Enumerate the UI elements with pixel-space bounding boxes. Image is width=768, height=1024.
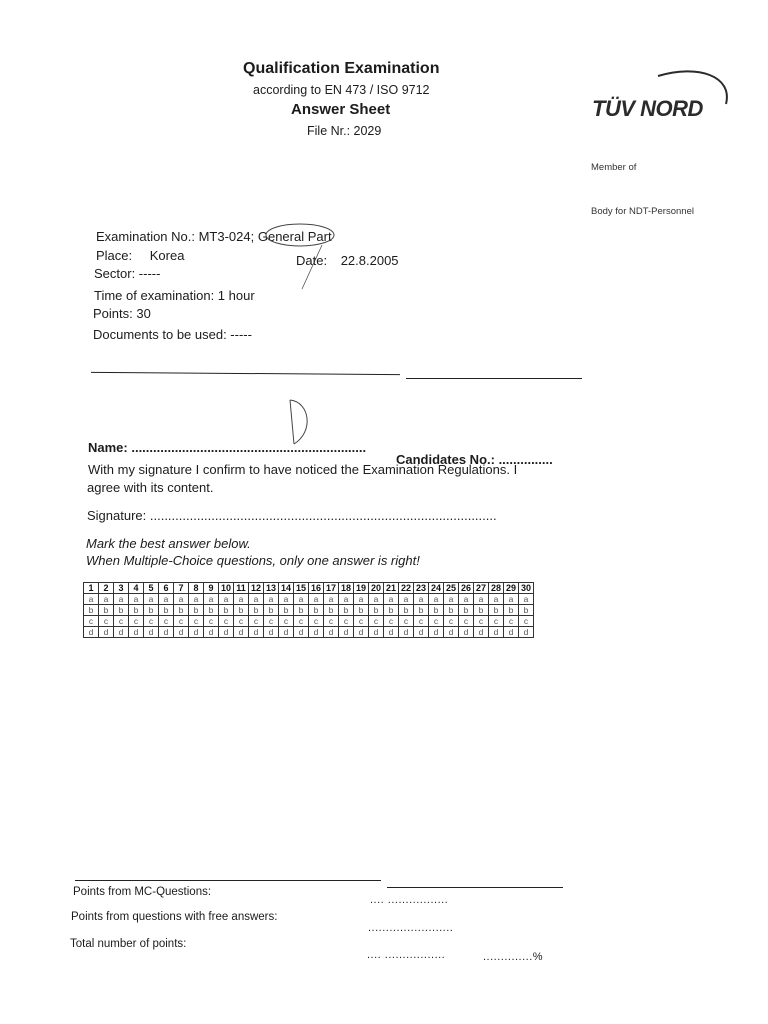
grid-header-row xyxy=(84,583,534,594)
answer-cell[interactable]: a xyxy=(444,594,459,605)
answer-cell[interactable]: a xyxy=(129,594,144,605)
instruction-line-2: When Multiple-Choice questions, only one answer is right! xyxy=(86,553,420,568)
answer-cell[interactable]: c xyxy=(339,616,354,627)
question-number: 20 xyxy=(369,583,384,594)
answer-cell[interactable]: d xyxy=(369,627,384,638)
answer-cell[interactable]: b xyxy=(219,605,234,616)
option-row-c xyxy=(84,616,534,627)
file-number: File Nr.: 2029 xyxy=(307,124,382,138)
exam-number: Examination No.: MT3-024; xyxy=(96,229,255,244)
question-number: 14 xyxy=(279,583,294,594)
answer-cell[interactable]: b xyxy=(414,605,429,616)
answer-cell[interactable]: a xyxy=(324,594,339,605)
question-number: 3 xyxy=(114,583,129,594)
mc-points-label: Points from MC-Questions: xyxy=(73,886,212,898)
question-number: 17 xyxy=(324,583,339,594)
total-points-label: Total number of points: xyxy=(70,938,187,950)
question-number: 27 xyxy=(474,583,489,594)
answer-cell[interactable]: d xyxy=(324,627,339,638)
tuv-nord-logo xyxy=(588,66,738,136)
separator-line-right xyxy=(406,378,582,379)
documents-line: Documents to be used: ----- xyxy=(93,327,252,342)
answer-cell[interactable]: d xyxy=(84,627,99,638)
answer-cell[interactable]: c xyxy=(189,616,204,627)
place-label: Place: xyxy=(96,248,133,263)
exam-title: Qualification Examination xyxy=(243,60,440,77)
confirm-line-1: With my signature I confirm to have noticed the Examination Regulations. I xyxy=(88,462,518,477)
answer-cell[interactable]: b xyxy=(444,605,459,616)
answer-cell[interactable]: b xyxy=(429,605,444,616)
option-row-d xyxy=(84,627,534,638)
answer-cell[interactable]: b xyxy=(294,605,309,616)
answer-cell[interactable]: a xyxy=(189,594,204,605)
answer-cell[interactable]: c xyxy=(129,616,144,627)
answer-cell[interactable]: c xyxy=(264,616,279,627)
free-points-label: Points from questions with free answers: xyxy=(71,911,278,923)
answer-cell[interactable]: a xyxy=(174,594,189,605)
answer-cell[interactable]: a xyxy=(234,594,249,605)
answer-cell[interactable]: b xyxy=(354,605,369,616)
option-row-a xyxy=(84,594,534,605)
question-number: 11 xyxy=(234,583,249,594)
answer-cell[interactable]: c xyxy=(429,616,444,627)
answer-cell[interactable]: c xyxy=(459,616,474,627)
question-number: 24 xyxy=(429,583,444,594)
sector-line: Sector: ----- xyxy=(94,266,161,281)
answer-cell[interactable]: b xyxy=(279,605,294,616)
answer-cell[interactable]: b xyxy=(144,605,159,616)
answer-cell[interactable]: a xyxy=(159,594,174,605)
answer-cell[interactable]: a xyxy=(144,594,159,605)
answer-cell[interactable]: c xyxy=(519,616,534,627)
question-number: 2 xyxy=(99,583,114,594)
answer-cell[interactable]: a xyxy=(84,594,99,605)
answer-cell[interactable]: a xyxy=(339,594,354,605)
answer-cell[interactable]: d xyxy=(204,627,219,638)
answer-cell[interactable]: b xyxy=(504,605,519,616)
question-number: 26 xyxy=(459,583,474,594)
question-number: 18 xyxy=(339,583,354,594)
date-value: 22.8.2005 xyxy=(340,253,399,268)
candidates-no-field: Candidates No.: ............... xyxy=(396,452,553,467)
answer-cell[interactable]: d xyxy=(444,627,459,638)
signature-field: Signature: ................................................................................................ xyxy=(87,508,497,523)
answer-cell[interactable]: a xyxy=(399,594,414,605)
exam-part: General Part xyxy=(257,229,332,244)
answer-cell[interactable]: d xyxy=(294,627,309,638)
answer-cell[interactable]: c xyxy=(159,616,174,627)
answer-cell[interactable]: d xyxy=(429,627,444,638)
body-for-ndt: Body for NDT-Personnel xyxy=(591,206,694,217)
question-number: 28 xyxy=(489,583,504,594)
answer-cell[interactable]: d xyxy=(474,627,489,638)
answer-cell[interactable]: a xyxy=(264,594,279,605)
answer-cell[interactable]: d xyxy=(264,627,279,638)
question-number: 16 xyxy=(309,583,324,594)
answer-cell[interactable]: c xyxy=(84,616,99,627)
place-value: Korea xyxy=(149,248,185,263)
answer-cell[interactable]: a xyxy=(354,594,369,605)
answer-cell[interactable]: a xyxy=(429,594,444,605)
instruction-line-1: Mark the best answer below. xyxy=(86,536,251,551)
answer-cell[interactable]: c xyxy=(174,616,189,627)
answer-cell[interactable]: c xyxy=(114,616,129,627)
answer-cell[interactable]: b xyxy=(249,605,264,616)
question-number: 7 xyxy=(174,583,189,594)
answer-cell[interactable]: c xyxy=(369,616,384,627)
separator-line-left xyxy=(91,372,400,375)
points-line: Points: 30 xyxy=(93,306,151,321)
answer-cell[interactable]: d xyxy=(489,627,504,638)
logo-text: TÜV NORD xyxy=(592,96,703,121)
answer-cell[interactable]: d xyxy=(144,627,159,638)
answer-cell[interactable]: c xyxy=(474,616,489,627)
answer-cell[interactable]: a xyxy=(369,594,384,605)
question-number: 15 xyxy=(294,583,309,594)
answer-cell[interactable]: c xyxy=(324,616,339,627)
answer-cell[interactable]: d xyxy=(384,627,399,638)
question-number: 13 xyxy=(264,583,279,594)
question-number: 19 xyxy=(354,583,369,594)
answer-cell[interactable]: d xyxy=(174,627,189,638)
answer-cell[interactable]: a xyxy=(459,594,474,605)
answer-cell[interactable]: c xyxy=(399,616,414,627)
time-line: Time of examination: 1 hour xyxy=(94,288,255,303)
name-field: Name: ................................................................. xyxy=(88,440,367,455)
bottom-separator-left xyxy=(75,880,381,881)
answer-cell[interactable]: d xyxy=(219,627,234,638)
question-number: 12 xyxy=(249,583,264,594)
question-number: 21 xyxy=(384,583,399,594)
answer-cell[interactable]: d xyxy=(309,627,324,638)
question-number: 9 xyxy=(204,583,219,594)
answer-cell[interactable]: b xyxy=(204,605,219,616)
answer-cell[interactable]: c xyxy=(234,616,249,627)
question-number: 22 xyxy=(399,583,414,594)
answer-cell[interactable]: b xyxy=(234,605,249,616)
answer-cell[interactable]: b xyxy=(489,605,504,616)
standard-reference: according to EN 473 / ISO 9712 xyxy=(253,83,430,97)
question-number: 25 xyxy=(444,583,459,594)
answer-cell[interactable]: b xyxy=(129,605,144,616)
answer-cell[interactable]: a xyxy=(114,594,129,605)
answer-cell[interactable]: b xyxy=(324,605,339,616)
question-number: 30 xyxy=(519,583,534,594)
date-label: Date: xyxy=(296,253,328,268)
answer-cell[interactable]: d xyxy=(159,627,174,638)
question-number: 6 xyxy=(159,583,174,594)
answer-cell[interactable]: b xyxy=(339,605,354,616)
answer-cell[interactable]: b xyxy=(159,605,174,616)
answer-cell[interactable]: c xyxy=(99,616,114,627)
answer-cell[interactable]: a xyxy=(294,594,309,605)
answer-cell[interactable]: b xyxy=(84,605,99,616)
option-row-b xyxy=(84,605,534,616)
answer-cell[interactable]: b xyxy=(114,605,129,616)
answer-cell[interactable]: d xyxy=(414,627,429,638)
question-number: 1 xyxy=(84,583,99,594)
sheet-title: Answer Sheet xyxy=(291,101,391,118)
answer-cell[interactable]: c xyxy=(204,616,219,627)
answer-grid xyxy=(83,582,534,638)
answer-cell[interactable]: d xyxy=(279,627,294,638)
answer-cell[interactable]: a xyxy=(309,594,324,605)
total-points-value: .... ................. xyxy=(367,949,446,961)
answer-cell[interactable]: b xyxy=(189,605,204,616)
answer-cell[interactable]: d xyxy=(339,627,354,638)
answer-cell[interactable]: b xyxy=(474,605,489,616)
answer-cell[interactable]: c xyxy=(414,616,429,627)
answer-cell[interactable]: d xyxy=(129,627,144,638)
bottom-separator-right xyxy=(387,887,563,888)
answer-cell[interactable]: a xyxy=(474,594,489,605)
answer-cell[interactable]: c xyxy=(309,616,324,627)
question-number: 29 xyxy=(504,583,519,594)
answer-cell[interactable]: a xyxy=(249,594,264,605)
member-of: Member of xyxy=(591,162,637,173)
answer-cell[interactable]: a xyxy=(204,594,219,605)
free-points-value: ........................ xyxy=(368,922,454,934)
place-line xyxy=(96,248,184,263)
answer-cell[interactable]: b xyxy=(309,605,324,616)
answer-cell[interactable]: b xyxy=(519,605,534,616)
mc-points-value: .... ................. xyxy=(370,894,449,906)
answer-cell[interactable]: a xyxy=(504,594,519,605)
question-number: 5 xyxy=(144,583,159,594)
answer-cell[interactable]: d xyxy=(189,627,204,638)
answer-cell[interactable]: c xyxy=(489,616,504,627)
answer-cell[interactable]: b xyxy=(399,605,414,616)
date-line xyxy=(296,253,399,268)
answer-cell[interactable]: c xyxy=(444,616,459,627)
answer-cell[interactable]: c xyxy=(354,616,369,627)
answer-cell[interactable]: c xyxy=(294,616,309,627)
answer-cell[interactable]: b xyxy=(459,605,474,616)
answer-cell[interactable]: b xyxy=(384,605,399,616)
answer-cell[interactable]: b xyxy=(369,605,384,616)
answer-cell[interactable]: a xyxy=(489,594,504,605)
answer-table xyxy=(83,582,534,638)
answer-cell[interactable]: b xyxy=(174,605,189,616)
question-number: 8 xyxy=(189,583,204,594)
question-number: 4 xyxy=(129,583,144,594)
answer-cell[interactable]: d xyxy=(399,627,414,638)
answer-cell[interactable]: d xyxy=(114,627,129,638)
answer-cell[interactable]: a xyxy=(279,594,294,605)
question-number: 23 xyxy=(414,583,429,594)
answer-cell[interactable]: a xyxy=(384,594,399,605)
answer-cell[interactable]: a xyxy=(519,594,534,605)
confirm-line-2: agree with its content. xyxy=(87,480,214,495)
answer-cell[interactable]: c xyxy=(384,616,399,627)
question-number: 10 xyxy=(219,583,234,594)
answer-cell[interactable]: c xyxy=(279,616,294,627)
answer-cell[interactable]: a xyxy=(219,594,234,605)
answer-cell[interactable]: d xyxy=(99,627,114,638)
answer-cell[interactable]: c xyxy=(219,616,234,627)
answer-cell[interactable]: b xyxy=(99,605,114,616)
answer-cell[interactable]: c xyxy=(504,616,519,627)
answer-cell[interactable]: c xyxy=(249,616,264,627)
answer-cell[interactable]: d xyxy=(504,627,519,638)
answer-cell[interactable]: d xyxy=(249,627,264,638)
answer-cell[interactable]: d xyxy=(234,627,249,638)
percent-value: ..............% xyxy=(483,951,544,963)
answer-cell[interactable]: b xyxy=(264,605,279,616)
answer-cell[interactable]: c xyxy=(144,616,159,627)
answer-cell[interactable]: a xyxy=(99,594,114,605)
answer-cell[interactable]: a xyxy=(414,594,429,605)
answer-cell[interactable]: d xyxy=(519,627,534,638)
answer-cell[interactable]: d xyxy=(459,627,474,638)
answer-cell[interactable]: d xyxy=(354,627,369,638)
